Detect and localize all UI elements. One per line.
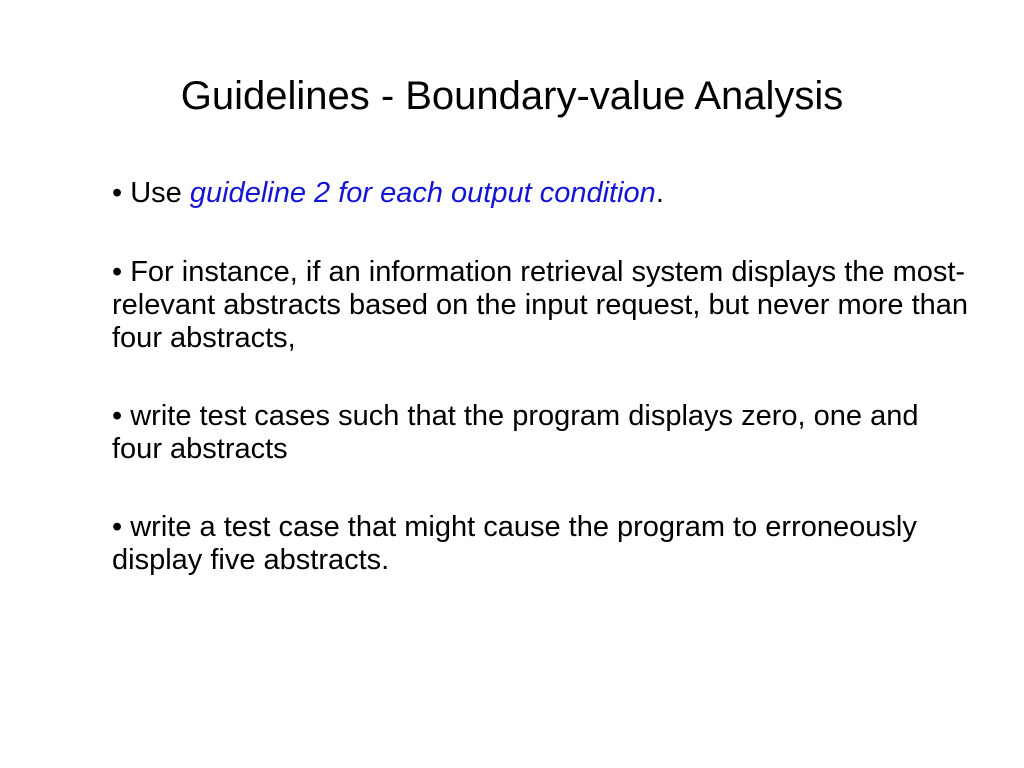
- bullet-text: For instance, if an information retrieval system displays the most-relevant abstracts based on the input request, but never more than four abstracts,: [112, 256, 969, 354]
- bullet-item: [112, 511, 972, 577]
- bullet-text: write test cases such that the program displays zero, one and four abstracts: [112, 400, 919, 465]
- bullet-marker: •: [112, 177, 123, 209]
- bullet-item: [112, 400, 972, 466]
- bullet-item: [112, 177, 972, 210]
- bullet-suffix: .: [655, 177, 664, 209]
- bullet-list: [112, 177, 972, 577]
- slide-title: Guidelines - Boundary-value Analysis: [180, 74, 844, 118]
- bullet-marker: •: [112, 400, 123, 432]
- bullet-text: Use: [130, 177, 182, 209]
- bullet-marker: •: [112, 511, 123, 543]
- bullet-text: write a test case that might cause the program to erroneously display five abstracts.: [112, 511, 917, 576]
- bullet-item: [112, 256, 972, 355]
- bullet-emphasis-text: guideline 2 for each output condition: [189, 177, 656, 209]
- bullet-marker: •: [112, 256, 123, 288]
